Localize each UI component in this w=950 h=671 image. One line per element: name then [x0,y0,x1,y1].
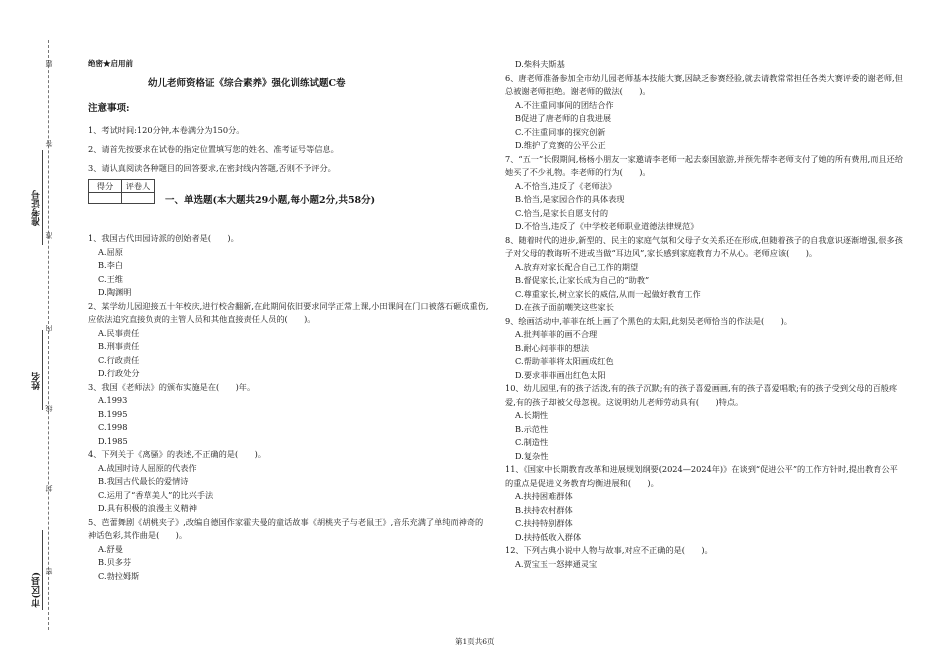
seal-mark-4: 内 [45,325,53,332]
option: D.陶渊明 [98,287,132,297]
seal-mark-1: 题 [45,60,53,67]
option: B促进了唐老师的自我进展 [515,113,612,123]
question [88,381,490,449]
score-cell [89,193,122,204]
question-stem: 1、我国古代田园诗派的创始者是( )。 [88,233,239,243]
option: A.1993 [98,395,128,405]
question-stem: 12、下列古典小说中人物与故事,对应不正确的是( )。 [505,545,713,555]
option: D.不恰当,违反了《中学校老师职业道德法律规范》 [515,221,699,231]
page-number: 第1页共6页 [455,637,495,646]
option: D.1985 [98,435,128,446]
exam-number-label: 准考证号 [32,190,42,226]
right-column [505,58,905,571]
question-stem: 6、唐老师准备参加全市幼儿园老师基本技能大赛,因缺乏参赛经验,就去请教常常担任各类大赛评委的谢老师,但总被谢老师拒绝。谢老师的做法( )。 [505,72,903,96]
option: C.行政责任 [98,354,140,365]
question-stem: 10、幼儿园里,有的孩子活泼,有的孩子沉默;有的孩子喜爱画画,有的孩子喜爱唱歌;有的孩子受到父母的百般疼爱,有的孩子却被父母忽视。这说明幼儿老师劳动具有( )特点。 [505,383,898,407]
question [505,153,905,234]
option: A.长期性 [515,410,549,420]
note-item: 1、考试时间:120分钟,本卷满分为150分。 [88,125,245,135]
question [88,448,490,516]
option: C.扶持特别群体 [515,518,573,528]
option: B.我国古代最长的爱情诗 [98,476,189,486]
seal-mark-2: 答 [45,140,53,147]
option: C.尊重家长,树立家长的威信,从而一起做好教育工作 [515,288,701,299]
option: B.扶持农村群体 [515,504,573,515]
option: A.屈原 [98,246,123,257]
region-underline [42,530,43,610]
option: A.战国时诗人屈原的代表作 [98,462,197,473]
notes-heading: 注意事项: [88,103,130,114]
option: D.行政处分 [98,368,140,378]
question [505,382,905,463]
grader-cell [122,193,155,204]
option: D.具有积极的浪漫主义精神 [98,503,197,513]
option: D.柴科夫斯基 [515,59,565,69]
option: A.贾宝玉一怒摔通灵宝 [515,558,598,569]
question-stem: 9、绘画活动中,菲菲在纸上画了个黑色的太阳,此刻吴老师恰当的作法是( )。 [505,315,792,326]
note-item: 3、请认真阅读各种题目的回答要求,在密封线内答题,否则不予评分。 [88,163,336,173]
option: C.1998 [98,422,128,432]
option: A.舒曼 [98,543,123,554]
option: C.制造性 [515,437,549,447]
option: B.贝多芬 [98,557,132,567]
question-stem: 11、《国家中长期教育改革和进展规划纲要(2024—2024年)》在谈到“促进公平”的工作方针时,提出教育公平的重点是促进义务教育均衡进展和( )。 [505,464,898,488]
option: A.批判菲菲的画不合理 [515,329,598,339]
section-title: 一、单选题(本大题共29小题,每小题2分,共58分) [165,195,376,206]
seal-mark-6: 封 [45,485,53,492]
question [88,232,490,300]
question [505,234,905,315]
question-stem: 8、随着时代的进步,新型的、民主的家庭气氛和父母子女关系还在形成,但随着孩子的自我意识逐渐增强,很多孩子对父母的教诲听不进或当做“耳边风”,家长感到家庭教育力不从心。老师应该( )。 [505,234,903,258]
score-label: 得分 [89,180,122,193]
name-label: 姓名 [32,372,42,390]
left-column [88,232,490,583]
option: C.恰当,是家长自愿支付的 [515,207,609,218]
option: B.恰当,是家园合作的具体表现 [515,194,625,204]
region-label: 市(区县) [32,572,42,608]
note-item: 2、请首先按要求在试卷的指定位置填写您的姓名、准考证号等信息。 [88,144,339,154]
binding-line [48,40,49,630]
question [505,315,905,383]
question [88,300,490,381]
option: C.帮助菲菲将太阳画成红色 [515,356,614,366]
seal-mark-3: 准 [45,232,53,239]
option: A.扶持困难群体 [515,491,573,501]
option: A.不恰当,违反了《老师法》 [515,180,617,191]
option: C.勃拉姆斯 [98,570,140,581]
question-stem: 2、某学幼儿园迎接五十年校庆,进行校舍翻新,在此期间依旧要求同学正常上课,小田课间在门口被落石砸成重伤,应依法追究直接负责的主管人员和其他直接责任人员的( )。 [88,300,489,324]
option: B.1995 [98,408,128,419]
question-stem: 3、我国《老师法》的颁布实施是在( )年。 [88,381,256,392]
question-stem: 5、芭蕾舞剧《胡桃夹子》,改编自德国作家霍夫曼的童话故事《胡桃夹子与老鼠王》,音乐充满了单纯而神奇的神话色彩,其作曲是( )。 [88,516,484,540]
name-underline [42,330,43,410]
exam-number-underline [42,150,43,245]
option: D.要求菲菲画出红色太阳 [515,369,606,380]
option: A.民事责任 [98,327,140,338]
option: D.扶持低收入群体 [515,531,582,542]
option: C.不注重同事的探究创新 [515,126,606,137]
option: D.在孩子面前嘲笑这些家长 [515,302,614,312]
option: B.李白 [98,260,123,270]
option: C.运用了“香草美人”的比兴手法 [98,489,214,500]
question-stem: 4、下列关于《离骚》的表述,不正确的是( )。 [88,449,266,459]
option: B.督促家长,让家长成为自己的“助教” [515,275,650,285]
secret-mark: 绝密★启用前 [88,59,133,68]
grader-label: 评卷人 [122,180,155,193]
question [505,72,905,153]
question [88,516,490,584]
option: D.维护了竞赛的公平公正 [515,140,606,150]
option: C.王维 [98,273,123,284]
question-stem: 7、“五一”长假期间,杨杨小朋友一家邀请李老师一起去泰国旅游,并预先帮李老师支付了她的所有费用,而且还给她买了不少礼物。李老师的行为( )。 [505,153,904,177]
seal-mark-7: 密 [45,568,53,575]
seal-mark-5: 线 [45,405,53,412]
option: A.不注重同事间的团结合作 [515,99,614,110]
option: B.耐心问菲菲的想法 [515,342,590,353]
option: B.刑事责任 [98,341,140,351]
page-title: 幼儿老师资格证《综合素养》强化训练试题C卷 [148,78,346,89]
option: D.复杂性 [515,450,549,461]
score-box [88,179,155,204]
question [505,463,905,544]
question [505,544,905,571]
option: A.放弃对家长配合自己工作的期望 [515,261,639,272]
option: B.示范性 [515,423,549,434]
